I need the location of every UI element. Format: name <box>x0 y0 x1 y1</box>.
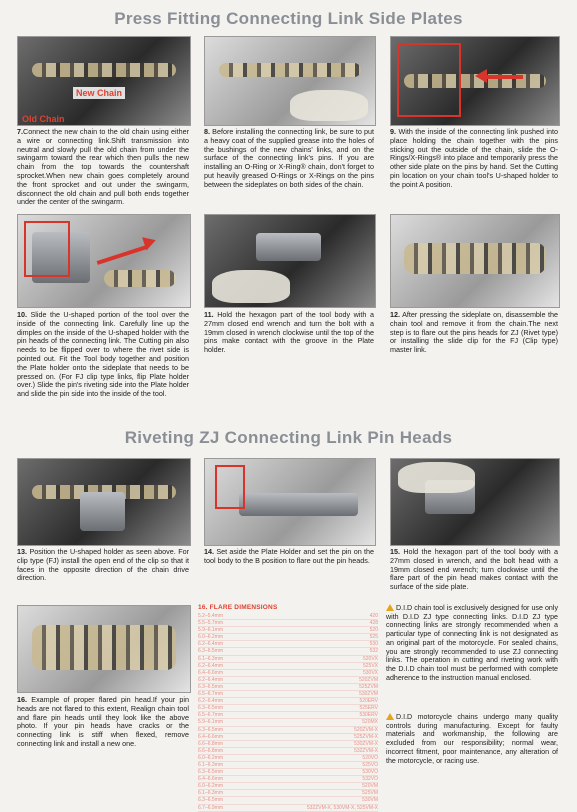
flare-chain: 530ZVM <box>359 691 378 698</box>
flare-dimensions-table <box>198 604 378 812</box>
flare-size: 5.9–6.1mm <box>198 627 224 634</box>
flare-chain: 530ERV <box>359 712 378 719</box>
flare-chain: 530ZVM-X <box>354 740 378 747</box>
flare-row <box>198 741 378 748</box>
flare-row <box>198 719 378 726</box>
flare-chain: 530VO <box>362 769 378 776</box>
flare-row <box>198 670 378 677</box>
warning-icon <box>386 604 394 611</box>
flare-chain: 525VX <box>362 662 378 669</box>
flare-size: 5.5–5.7mm <box>198 620 224 627</box>
step-14-caption: 14. Set aside the Plate Holder and set the pin on the tool body to the B position to flare out the pin heads. <box>204 547 375 565</box>
section-heading-press-fitting: Press Fitting Connecting Link Side Plates <box>114 9 463 28</box>
flare-chain: 520VO <box>362 754 378 761</box>
flare-row <box>198 656 378 663</box>
step-8-caption: 8. Before installing the connecting link, be sure to put a heavy coat of the supplied grease into the holes of the bushings of the new chains' links, and on the surface of the connecting link's pins. If you are installing an O-Ring or X-Ring® chain, don't forget to put heavily greased O-Rings or X-Rings on the pins between the sideplates on both sides of the chain. <box>204 127 374 189</box>
flare-size: 6.5–6.7mm <box>198 691 224 698</box>
photo-step-14 <box>204 458 376 546</box>
flare-row <box>198 755 378 762</box>
photo-step-12 <box>390 214 560 308</box>
flare-size: 6.1–6.3mm <box>198 790 224 797</box>
photo-step-10 <box>17 214 191 308</box>
flare-row <box>198 663 378 670</box>
flare-size: 6.3–6.5mm <box>198 726 224 733</box>
flare-size: 6.3–6.5mm <box>198 769 224 776</box>
flare-row <box>198 776 378 783</box>
flare-row <box>198 805 378 812</box>
flare-chain: 532 <box>369 648 378 655</box>
flare-row <box>198 783 378 790</box>
flare-row <box>198 641 378 648</box>
flare-size: 6.3–6.5mm <box>198 648 224 655</box>
flare-chain: 520VX <box>362 655 378 662</box>
flare-size: 6.1–6.3mm <box>198 761 224 768</box>
flare-row <box>198 677 378 684</box>
flare-row <box>198 769 378 776</box>
flare-dimensions-rows <box>198 613 378 812</box>
photo-step-15 <box>390 458 560 546</box>
flare-size: 6.0–6.2mm <box>198 634 224 641</box>
flare-chain: 532ZVM-X, 530VM-X, 525VM-X <box>306 804 378 811</box>
flare-row <box>198 727 378 734</box>
photo-step-8 <box>204 36 376 126</box>
flare-chain: 525ZVM <box>359 683 378 690</box>
flare-chain: 525VO <box>362 761 378 768</box>
flare-size: 6.3–6.5mm <box>198 705 224 712</box>
flare-chain: 428 <box>369 620 378 627</box>
flare-size: 6.4–6.6mm <box>198 776 224 783</box>
flare-size: 5.9–6.1mm <box>198 719 224 726</box>
flare-size: 6.7–6.9mm <box>198 804 224 811</box>
flare-size: 6.6–6.8mm <box>198 740 224 747</box>
step-9-caption: 9. With the inside of the connecting link pushed into place holding the chain together with the pins sticking out the outside of the chain, slide the O-Rings/X-Rings® into place and temporarily press the other side plate on the pins by hand. Set the Cutting pin location on your chain tool's U-shaped holder to the point A position. <box>390 127 559 189</box>
flare-row <box>198 620 378 627</box>
flare-chain: 520ERV <box>359 698 378 705</box>
flare-chain: 525ZVM-X <box>354 733 378 740</box>
flare-size: 6.2–6.4mm <box>198 698 224 705</box>
flare-row <box>198 698 378 705</box>
flare-size: 6.4–6.6mm <box>198 669 224 676</box>
flare-size: 6.2–6.4mm <box>198 641 224 648</box>
flare-size: 6.1–6.3mm <box>198 655 224 662</box>
step-10-caption: 10. Slide the U-shaped portion of the tool over the inside of the connecting link. Carefully line up the dimples on the inside of the U-shaped holder with the pin heads of the connecting link. The Cutting pin also needs to be flipped over to where the rivet side is pointed out. Fit the Tool body together and position the Plate holder onto the sideplate that needs to be pressed on. (For FJ clip type links, flip Plate holder over.) Slide the pin's riveting side into the Plate holder and slide the pin side into the inside of the tool. <box>17 310 189 399</box>
flare-row <box>198 797 378 804</box>
step-12-caption: 12. After pressing the sideplate on, disassemble the chain tool and remove it from the chain.The next step is to flare out the pins heads for ZJ (Rivet type) or installing the slide clip for the FJ (Clip type) master link. <box>390 310 558 355</box>
flare-size: 6.2–6.4mm <box>198 676 224 683</box>
flare-chain: 520VM <box>362 783 378 790</box>
flare-row <box>198 790 378 797</box>
flare-size: 5.2–5.4mm <box>198 613 224 619</box>
flare-chain: 520ZVM-X <box>354 726 378 733</box>
photo-step-13 <box>17 458 191 546</box>
flare-chain: 532ZVM-X <box>354 747 378 754</box>
photo-step-7 <box>17 36 191 126</box>
flare-size: 6.2–6.4mm <box>198 662 224 669</box>
flare-row <box>198 712 378 719</box>
flare-chain: 525 <box>369 634 378 641</box>
notice-chain-tool: D.I.D chain tool is exclusively designed for use only with D.I.D ZJ type connecting links. D.I.D ZJ type connecting links are strongly recommended when a particular type of connecting link is not designated as an original part of the motorcycle. For sealed chains, you are strongly recommended to use ZJ connecting links. The operation in cutting and riveting work with the D.I.D chain tool must be performed with complete adherence to the instruction manual enclosed. <box>386 604 558 682</box>
step-13-caption: 13. Position the U-shaped holder as seen above. For clip type (FJ) install the open end of the clip so that it faces in the opposite direction of the chain drive direction. <box>17 547 189 583</box>
flare-row <box>198 627 378 634</box>
photo-step-9 <box>390 36 560 126</box>
flare-size: 6.3–6.5mm <box>198 683 224 690</box>
flare-row <box>198 684 378 691</box>
new-chain-label: New Chain <box>73 87 125 99</box>
flare-chain: 520ZVM <box>359 676 378 683</box>
flare-chain: 420 <box>369 613 378 619</box>
flare-row <box>198 648 378 655</box>
section-heading-riveting: Riveting ZJ Connecting Link Pin Heads <box>124 428 453 447</box>
flare-size: 6.5–6.7mm <box>198 712 224 719</box>
flare-row <box>198 613 378 620</box>
flare-chain: 525ERV <box>359 705 378 712</box>
flare-row <box>198 734 378 741</box>
flare-dimensions-title: 16. FLARE DIMENSIONS <box>198 604 278 611</box>
step-7-caption: 7.Connect the new chain to the old chain using either a wire or connecting link.Shift transmission into neutral and slowly pull the old chain from under the swingarm toward the rear which then pulls the new chain from the top towards the countershaft sprocket.When new chain goes completely around the front sprocket and out under the swingarm, disconnect the old chain and pull both ends together under the center of the swingarm. <box>17 127 189 207</box>
flare-row <box>198 748 378 755</box>
flare-size: 6.6–6.8mm <box>198 747 224 754</box>
flare-chain: 530VM <box>362 797 378 804</box>
flare-chain: 530VX <box>362 669 378 676</box>
flare-row <box>198 762 378 769</box>
flare-chain: 520 <box>369 627 378 634</box>
flare-size: 6.3–6.5mm <box>198 797 224 804</box>
step-11-caption: 11. Hold the hexagon part of the tool body with a 27mm closed end wrench and turn the bolt with a 19mm closed in wrench clockwise until the top of the pins make contact with the groove in the Plate holder. <box>204 310 374 355</box>
notice-quality: D.I.D motorcycle chains undergo many quality controls during manufacturing. Except for faulty materials and workmanship, the following are excluded from our responsibility; normal wear, incorrect fitment, poor maintenance, any alteration of the motorcycle, or racing use. <box>386 713 558 765</box>
warning-icon <box>386 713 394 720</box>
old-chain-label: Old Chain <box>22 114 65 124</box>
flare-chain: 530 <box>369 641 378 648</box>
flare-size: 6.0–6.2mm <box>198 754 224 761</box>
flare-size: 6.4–6.6mm <box>198 733 224 740</box>
flare-chain: 532VO <box>362 776 378 783</box>
step-15-caption: 15. Hold the hexagon part of the tool body with a 27mm closed in wrench, and the bolt head with a 19mm closed end wrench; turn clockwise until the flare part of the pin head makes contact with the surface of the side plate. <box>390 547 559 592</box>
photo-step-16 <box>17 605 191 693</box>
flare-chain: 525VM <box>362 790 378 797</box>
flare-row <box>198 634 378 641</box>
flare-chain: 520MX <box>362 719 378 726</box>
flare-row <box>198 705 378 712</box>
step-16-caption: 16. Example of proper flared pin head.If your pin heads are not flared to this extent, Realign chain tool and flare pin heads until they look like the above photo. If your pin heads have cracks or the connecting link is stiff when flexed, remove connecting link and install a new one. <box>17 695 190 748</box>
flare-size: 6.0–6.2mm <box>198 783 224 790</box>
flare-row <box>198 691 378 698</box>
photo-step-11 <box>204 214 376 308</box>
